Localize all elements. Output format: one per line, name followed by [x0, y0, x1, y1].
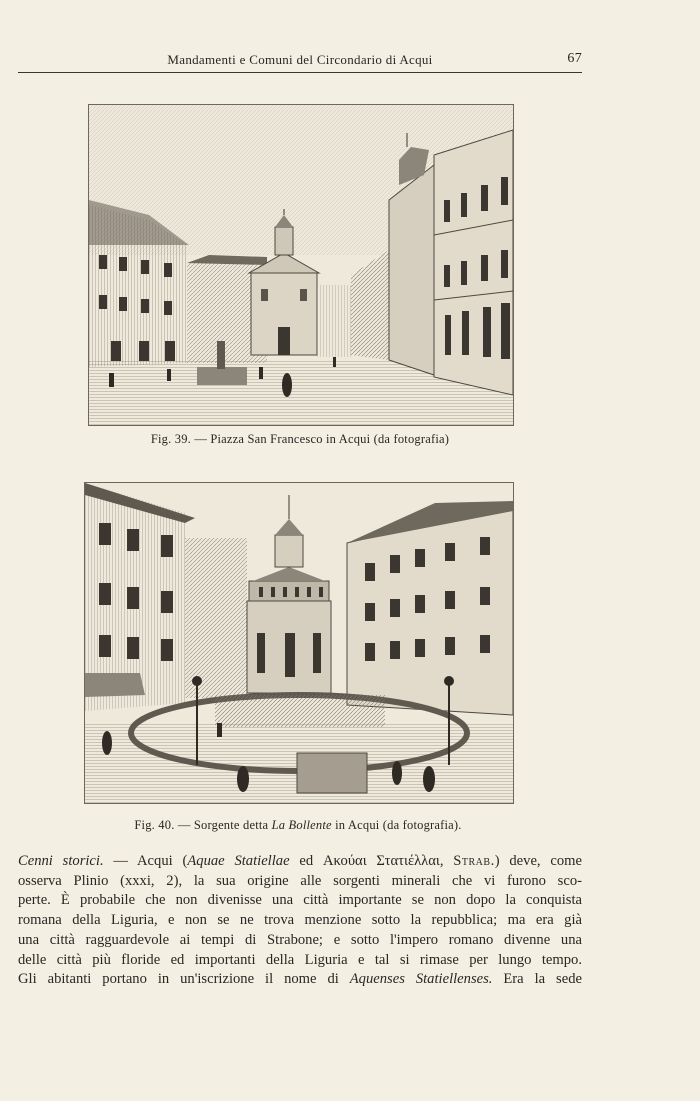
- section-heading: Cenni storici.: [18, 853, 104, 869]
- text-fragment: Gli abitanti portano in un'iscrizione il nome di: [18, 971, 350, 988]
- body-paragraph: [18, 852, 582, 990]
- text-line-1: [18, 852, 582, 872]
- text-fragment: — Acqui (: [103, 853, 188, 869]
- text-line-2: osserva Plinio (xxxi, 2), la sua origine alle sorgenti minerali che vi furono sco-: [18, 872, 582, 889]
- text-line-3: perte. È probabile che non divenisse una città importante se non dopo la conquista: [18, 892, 582, 909]
- figure-39-engraving: [88, 104, 514, 426]
- figure-39-caption-prefix: Fig. 39. —: [150, 432, 211, 446]
- text-line-5: una città ragguardevole ai tempi di Strabone; e sotto l'impero romano divenne una: [18, 931, 582, 948]
- text-line-6: delle città più floride ed importanti della Liguria e tal si rimase per lungo tempo.: [18, 951, 582, 968]
- figure-39-caption-text: Piazza San Francesco in Acqui (da fotografia): [210, 432, 450, 446]
- citation-strabo: Strab.: [453, 853, 495, 869]
- latin-name: Aquae Statiellae: [187, 853, 290, 869]
- figure-39-caption: [88, 432, 512, 447]
- greek-name: ed Ακούαι Στατιέλλαι,: [289, 853, 454, 869]
- text-fragment: Era la sede: [492, 971, 582, 988]
- text-line-4: romana della Liguria, e non se ne trova menzione sotto la repubblica; ma era già: [18, 912, 582, 929]
- text-fragment: ) deve, come: [494, 853, 582, 869]
- bollente-engraving-image: [85, 483, 513, 803]
- running-header: [18, 50, 582, 73]
- figure-40-caption-prefix: Fig. 40. — Sorgente detta: [134, 818, 272, 832]
- page-number: 67: [567, 51, 582, 66]
- figure-40-caption-suffix: in Acqui (da fotografia).: [331, 818, 462, 832]
- piazza-engraving-image: [89, 105, 513, 425]
- latin-inhabitants-name: Aquenses Statiellenses.: [349, 971, 493, 988]
- figure-40-caption: [84, 818, 512, 833]
- figure-40-caption-italic: La Bollente: [271, 818, 332, 832]
- figure-40-engraving: [84, 482, 514, 804]
- text-line-7: [18, 970, 582, 990]
- running-title: Mandamenti e Comuni del Circondario di Acqui: [167, 52, 433, 67]
